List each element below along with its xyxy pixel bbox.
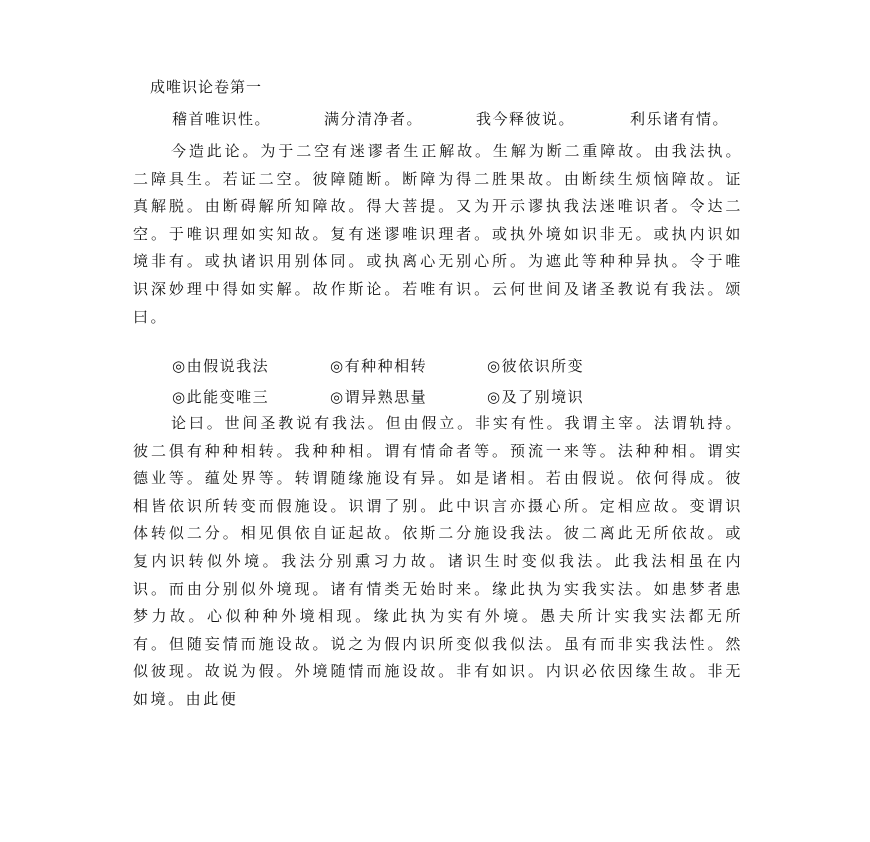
verse-phrase: ◎此能变唯三 <box>172 388 270 406</box>
verse-line-1 <box>0 355 870 377</box>
verse-phrase: ◎有种种相转 <box>330 357 428 375</box>
intro-paragraph: 今造此论。为于二空有迷谬者生正解故。生解为断二重障故。由我法执。二障具生。若证二空。彼障随断。断障为得二胜果故。由断续生烦恼障故。证真解脱。由断碍解所知障故。得大菩提。又为开示谬执我法迷唯识者。令达二空。于唯识理如实知故。复有迷谬唯识理者。或执外境如识非无。或执内识如境非有。或执诸识用别体同。或执离心无别心所。为遮此等种种异执。令于唯识深妙理中得如实解。故作斯论。若唯有识。云何世间及诸圣教说有我法。颂曰。 <box>133 142 743 326</box>
commentary-paragraph: 论曰。世间圣教说有我法。但由假立。非实有性。我谓主宰。法谓轨持。彼二俱有种种相转。我种种相。谓有情命者等。预流一来等。法种种相。谓实德业等。蕴处界等。转谓随缘施设有异。如是诸相。若由假说。依何得成。彼相皆依识所转变而假施设。识谓了别。此中识言亦摄心所。定相应故。变谓识体转似二分。相见俱依自证起故。依斯二分施设我法。彼二离此无所依故。或复内识转似外境。我法分别熏习力故。诸识生时变似我法。此我法相虽在内识。而由分别似外境现。诸有情类无始时来。缘此执为实我实法。如患梦者患梦力故。心似种种外境相现。缘此执为实有外境。愚夫所计实我实法都无所有。但随妄情而施设故。说之为假内识所变似我似法。虽有而非实我法性。然似彼现。故说为假。外境随情而施设故。非有如识。内识必依因缘生故。非无如境。由此便 <box>133 414 743 708</box>
verse-phrase: ◎彼依识所变 <box>487 357 585 375</box>
scroll-title: 成唯识论卷第一 <box>150 78 263 96</box>
opening-verse <box>0 108 870 130</box>
verse-line-2 <box>0 386 870 408</box>
verse-phrase: 利乐诸有情。 <box>630 110 730 128</box>
verse-phrase: 稽首唯识性。 <box>172 110 272 128</box>
verse-phrase: ◎由假说我法 <box>172 357 270 375</box>
verse-phrase: 满分清净者。 <box>324 110 424 128</box>
verse-phrase: ◎谓异熟思量 <box>330 388 428 406</box>
verse-phrase: ◎及了别境识 <box>487 388 585 406</box>
verse-phrase: 我今释彼说。 <box>476 110 576 128</box>
